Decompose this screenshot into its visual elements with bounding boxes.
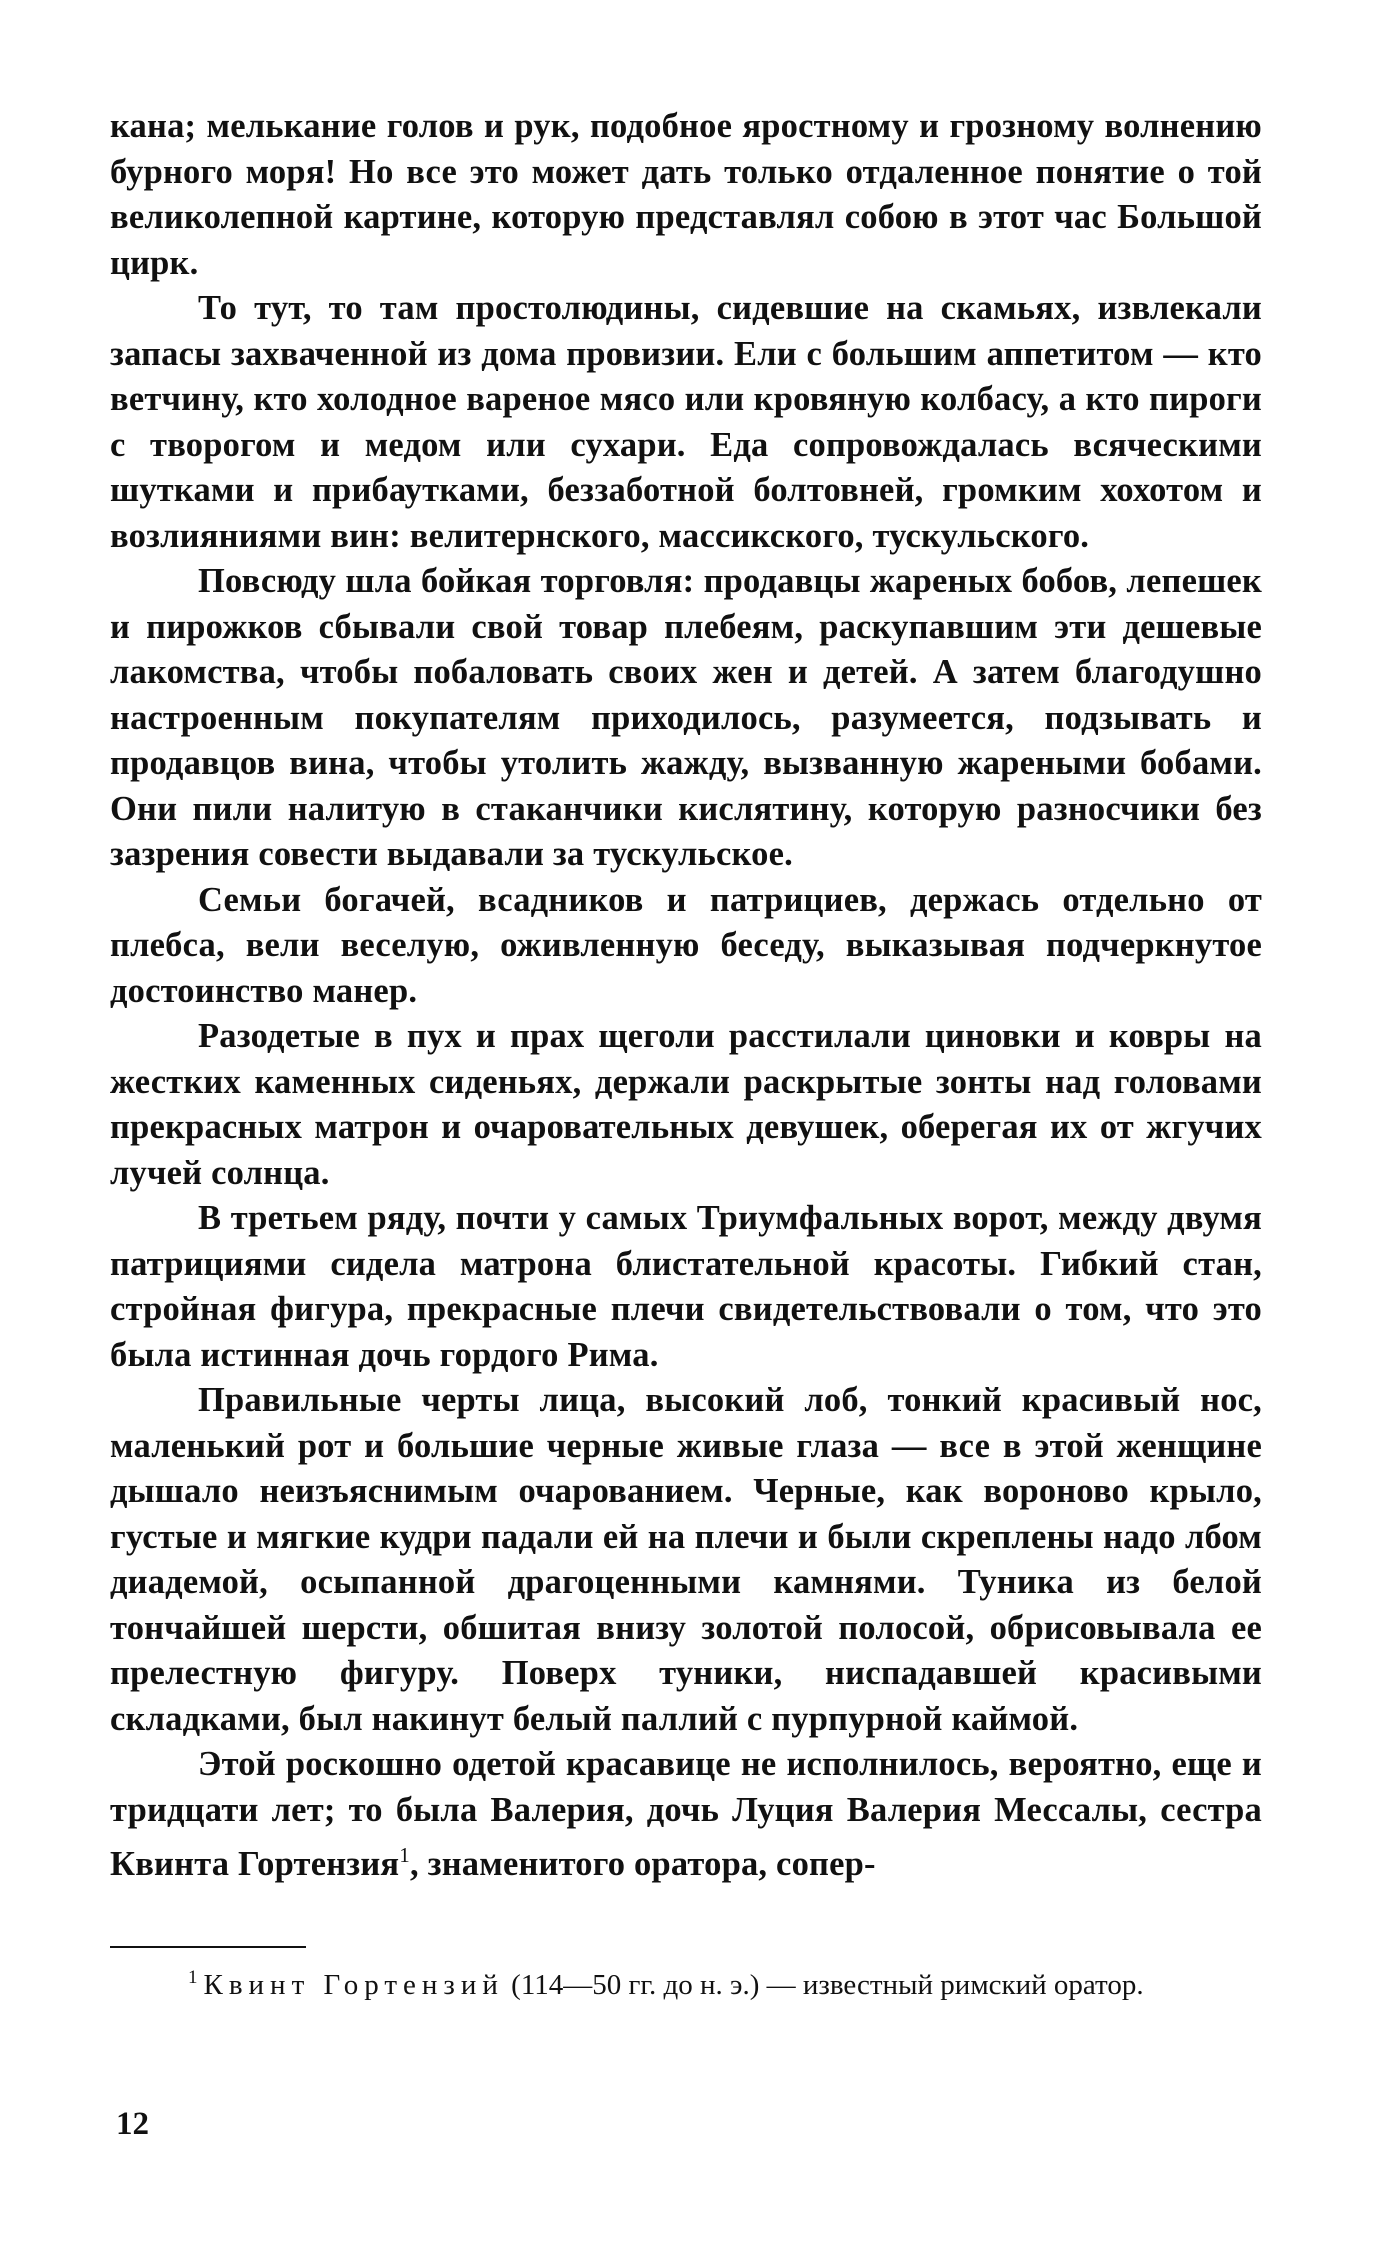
paragraph-with-footnote-ref	[110, 1742, 1262, 1888]
paragraph: Семьи богачей, всадников и патрициев, держась отдельно от плебса, вели веселую, оживленную беседу, выказывая подчеркнутое достоинство манер.	[110, 880, 1262, 1010]
paragraph-text-after: , знаменитого оратора, сопер-	[410, 1845, 876, 1883]
footnote-divider	[110, 1946, 306, 1948]
footnote-reference: 1	[399, 1843, 410, 1867]
footnote-name: Квинт Гортензий	[203, 1969, 504, 2001]
paragraph: Правильные черты лица, высокий лоб, тонкий красивый нос, маленький рот и большие черные живые глаза — все в этой женщине дышало неизъяснимым очарованием. Черные, как вороново крыло, густые и мягкие кудри падали ей на плечи и были скреплены надо лбом диадемой, осыпанной драгоценными камнями. Туника из белой тончайшей шерсти, обшитая внизу золотой полосой, обрисовывала ее прелестную фигуру. Поверх туники, ниспадавшей красивыми складками, был накинут белый паллий с пурпурной каймой.	[110, 1381, 1262, 1738]
paragraph: Разодетые в пух и прах щеголи расстилали циновки и ковры на жестких каменных сиденьях, держали раскрытые зонты над головами прекрасных матрон и очаровательных девушек, оберегая их от жгучих лучей солнца.	[110, 1017, 1262, 1192]
footnote	[110, 1958, 1262, 2005]
paragraph: Повсюду шла бойкая торговля: продавцы жареных бобов, лепешек и пирожков сбывали свой товар плебеям, раскупавшим эти дешевые лакомства, чтобы побаловать своих жен и детей. А затем благодушно настроенным покупателям приходилось, разумеется, подзывать и продавцов вина, чтобы утолить жажду, вызванную жареными бобами. Они пили налитую в стаканчики кислятину, которую разносчики без зазрения совести выдавали за тускульское.	[110, 562, 1262, 873]
page-number: 12	[116, 2106, 149, 2142]
paragraph: В третьем ряду, почти у самых Триумфальных ворот, между двумя патрициями сидела матрона блистательной красоты. Гибкий стан, стройная фигура, прекрасные плечи свидетельствовали о том, что это была истинная дочь гордого Рима.	[110, 1199, 1262, 1374]
paragraph: То тут, то там простолюдины, сидевшие на скамьях, извлекали запасы захваченной из дома провизии. Ели с большим аппетитом — кто ветчину, кто холодное вареное мясо или кровяную колбасу, а кто пироги с творогом и медом или сухари. Еда сопровождалась всяческими шутками и прибаутками, беззаботной болтовней, громким хохотом и возлияниями вин: велитернского, массикского, тускульского.	[110, 289, 1262, 555]
paragraph: кана; мелькание голов и рук, подобное яростному и грозному волнению бурного моря! Но все это может дать только отдаленное понятие о той великолепной картине, которую представлял собою в этот час Большой цирк.	[110, 107, 1262, 282]
paragraph-text-before: Этой роскошно одетой красавице не исполнилось, вероятно, еще и тридцати лет; то была Валерия, дочь Луция Валерия Мессалы, сестра Квинта Гортензия	[110, 1745, 1262, 1883]
footnote-mark: 1	[188, 1967, 198, 1988]
footnote-text: (114—50 гг. до н. э.) — известный римский оратор.	[503, 1969, 1144, 2001]
page-body	[110, 104, 1262, 1888]
